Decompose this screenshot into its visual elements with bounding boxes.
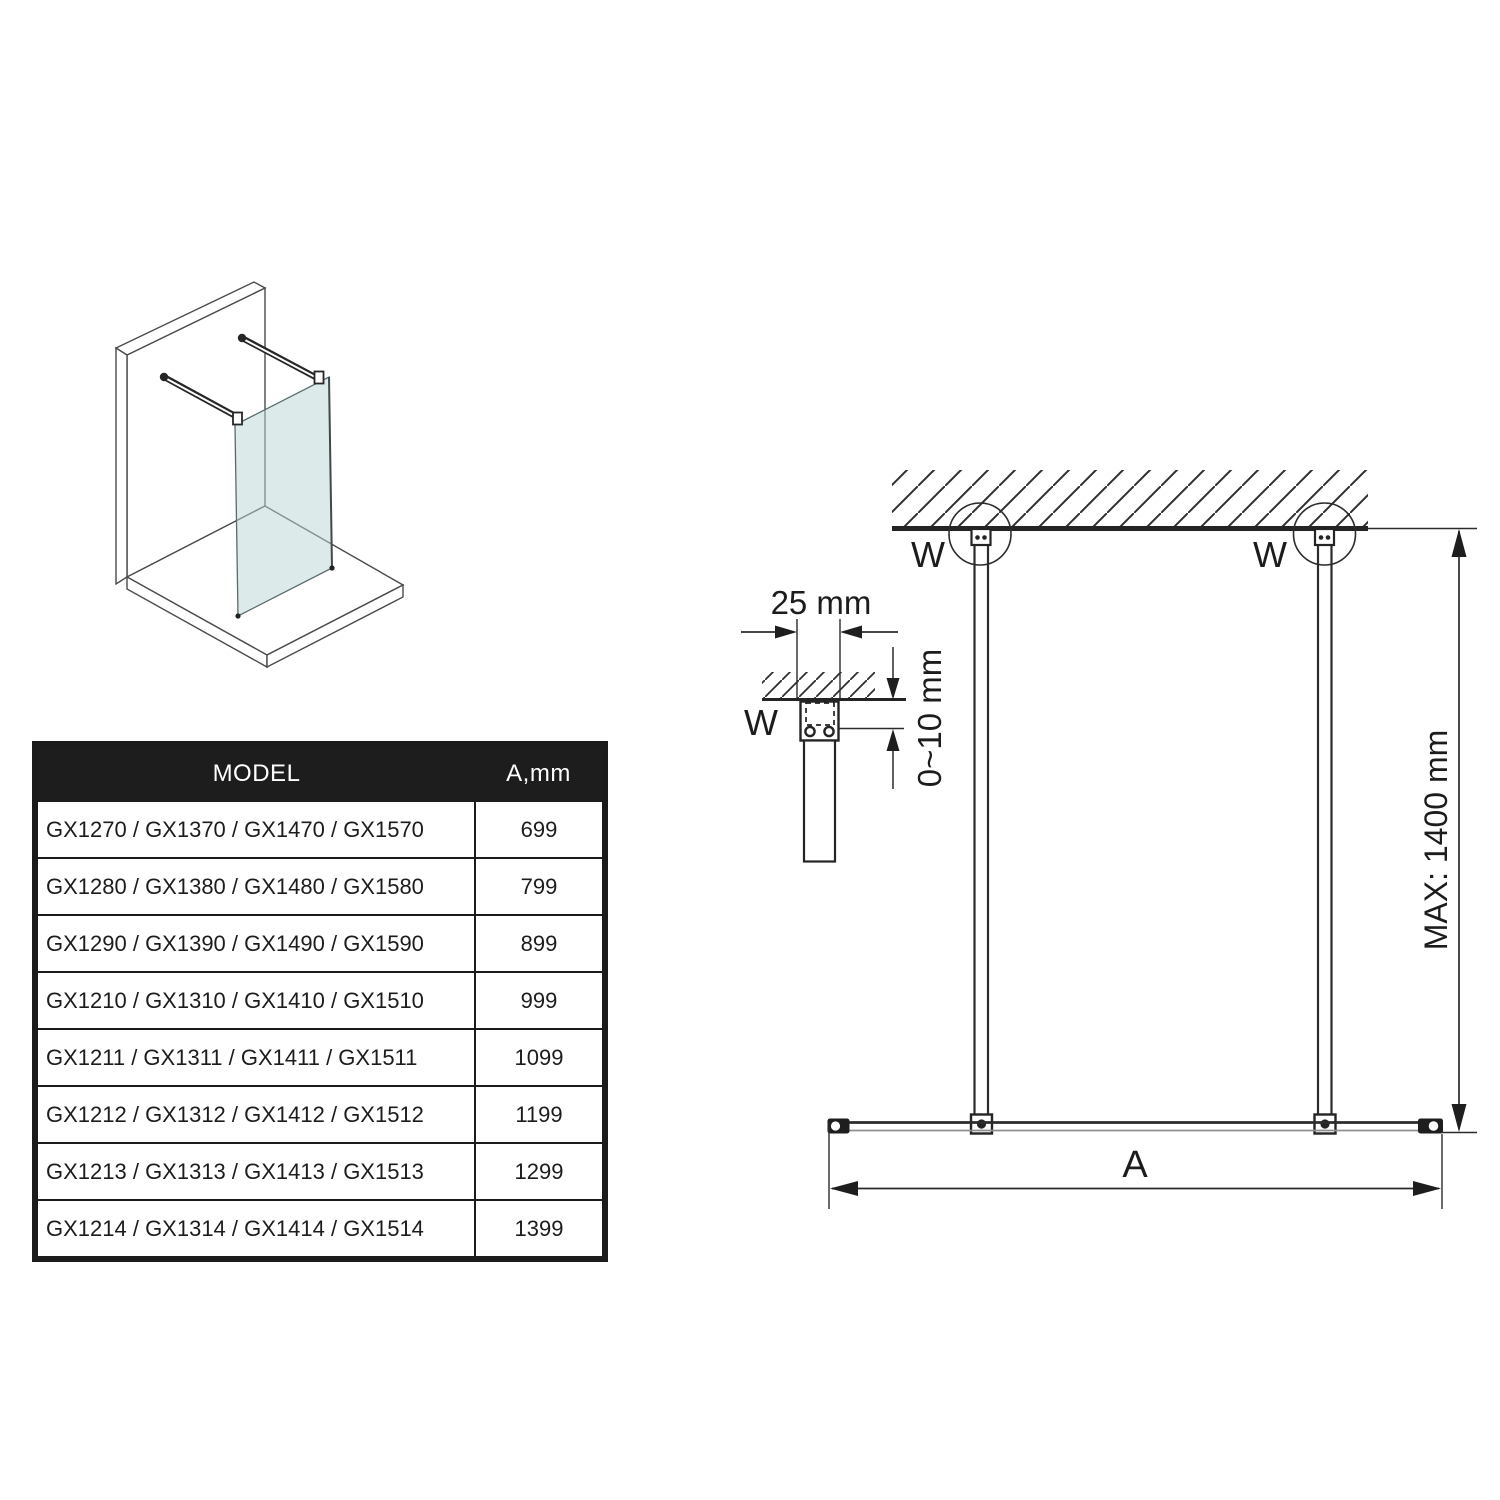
- support-bar-left: [949, 503, 1011, 1134]
- a-mm-cell: 1099: [475, 1029, 605, 1086]
- wall-marker-right-label: W: [1253, 534, 1287, 575]
- model-cell: GX1270 / GX1370 / GX1470 / GX1570: [35, 801, 475, 858]
- gap-dim-label: 0~10 mm: [911, 648, 948, 788]
- bracket-width-label: 25 mm: [770, 584, 872, 621]
- wall-section: [892, 470, 1477, 529]
- bracket-detail: [741, 584, 948, 862]
- isometric-installation-view: [80, 260, 480, 700]
- glass-foot-dot: [235, 613, 240, 618]
- model-cell: GX1212 / GX1312 / GX1412 / GX1512: [35, 1086, 475, 1143]
- glass-clamp: [315, 372, 324, 384]
- a-mm-cell: 999: [475, 972, 605, 1029]
- wall-anchor-dot: [238, 334, 246, 342]
- wall-marker-detail-label: W: [744, 702, 778, 743]
- max-height-dimension: [1418, 529, 1477, 1133]
- max-height-label: MAX: 1400 mm: [1418, 729, 1454, 951]
- wall-anchor-dot: [160, 373, 168, 381]
- model-spec-table: [32, 741, 608, 1262]
- model-cell: GX1210 / GX1310 / GX1410 / GX1510: [35, 972, 475, 1029]
- model-cell: GX1213 / GX1313 / GX1413 / GX1513: [35, 1143, 475, 1200]
- glass-panel-edge: [828, 1119, 1444, 1134]
- installation-plan-diagram: [715, 430, 1500, 1230]
- model-cell: GX1280 / GX1380 / GX1480 / GX1580: [35, 858, 475, 915]
- a-mm-cell: 1399: [475, 1200, 605, 1259]
- a-mm-cell: 799: [475, 858, 605, 915]
- wall-bracket: [972, 529, 991, 545]
- width-a-label: A: [1122, 1144, 1148, 1186]
- table-row: [35, 972, 605, 1029]
- model-cell: GX1290 / GX1390 / GX1490 / GX1590: [35, 915, 475, 972]
- table-row: [35, 915, 605, 972]
- a-mm-column-header: A,mm: [475, 744, 605, 801]
- a-mm-cell: 1199: [475, 1086, 605, 1143]
- wall-hatch-detail: [762, 672, 875, 698]
- table-row: [35, 858, 605, 915]
- table-row: [35, 801, 605, 858]
- support-bar-right: [1294, 503, 1356, 1134]
- table-row: [35, 1029, 605, 1086]
- model-cell: GX1211 / GX1311 / GX1411 / GX1511: [35, 1029, 475, 1086]
- wall-bracket: [1315, 529, 1334, 545]
- table-row: [35, 1200, 605, 1259]
- table-header-row: [35, 744, 605, 801]
- wall-marker-left-label: W: [911, 534, 945, 575]
- support-bar-stub: [804, 741, 835, 862]
- width-a-dimension: [829, 1122, 1442, 1209]
- glass-foot-dot: [329, 565, 334, 570]
- screw: [805, 727, 814, 736]
- a-mm-cell: 1299: [475, 1143, 605, 1200]
- a-mm-cell: 699: [475, 801, 605, 858]
- wall-hatch: [892, 470, 1368, 527]
- a-mm-cell: 899: [475, 915, 605, 972]
- screw: [824, 727, 833, 736]
- glass-clamp: [233, 413, 242, 425]
- table-body: [35, 801, 605, 1259]
- model-column-header: MODEL: [35, 744, 475, 801]
- table-row: [35, 1086, 605, 1143]
- table-row: [35, 1143, 605, 1200]
- model-cell: GX1214 / GX1314 / GX1414 / GX1514: [35, 1200, 475, 1259]
